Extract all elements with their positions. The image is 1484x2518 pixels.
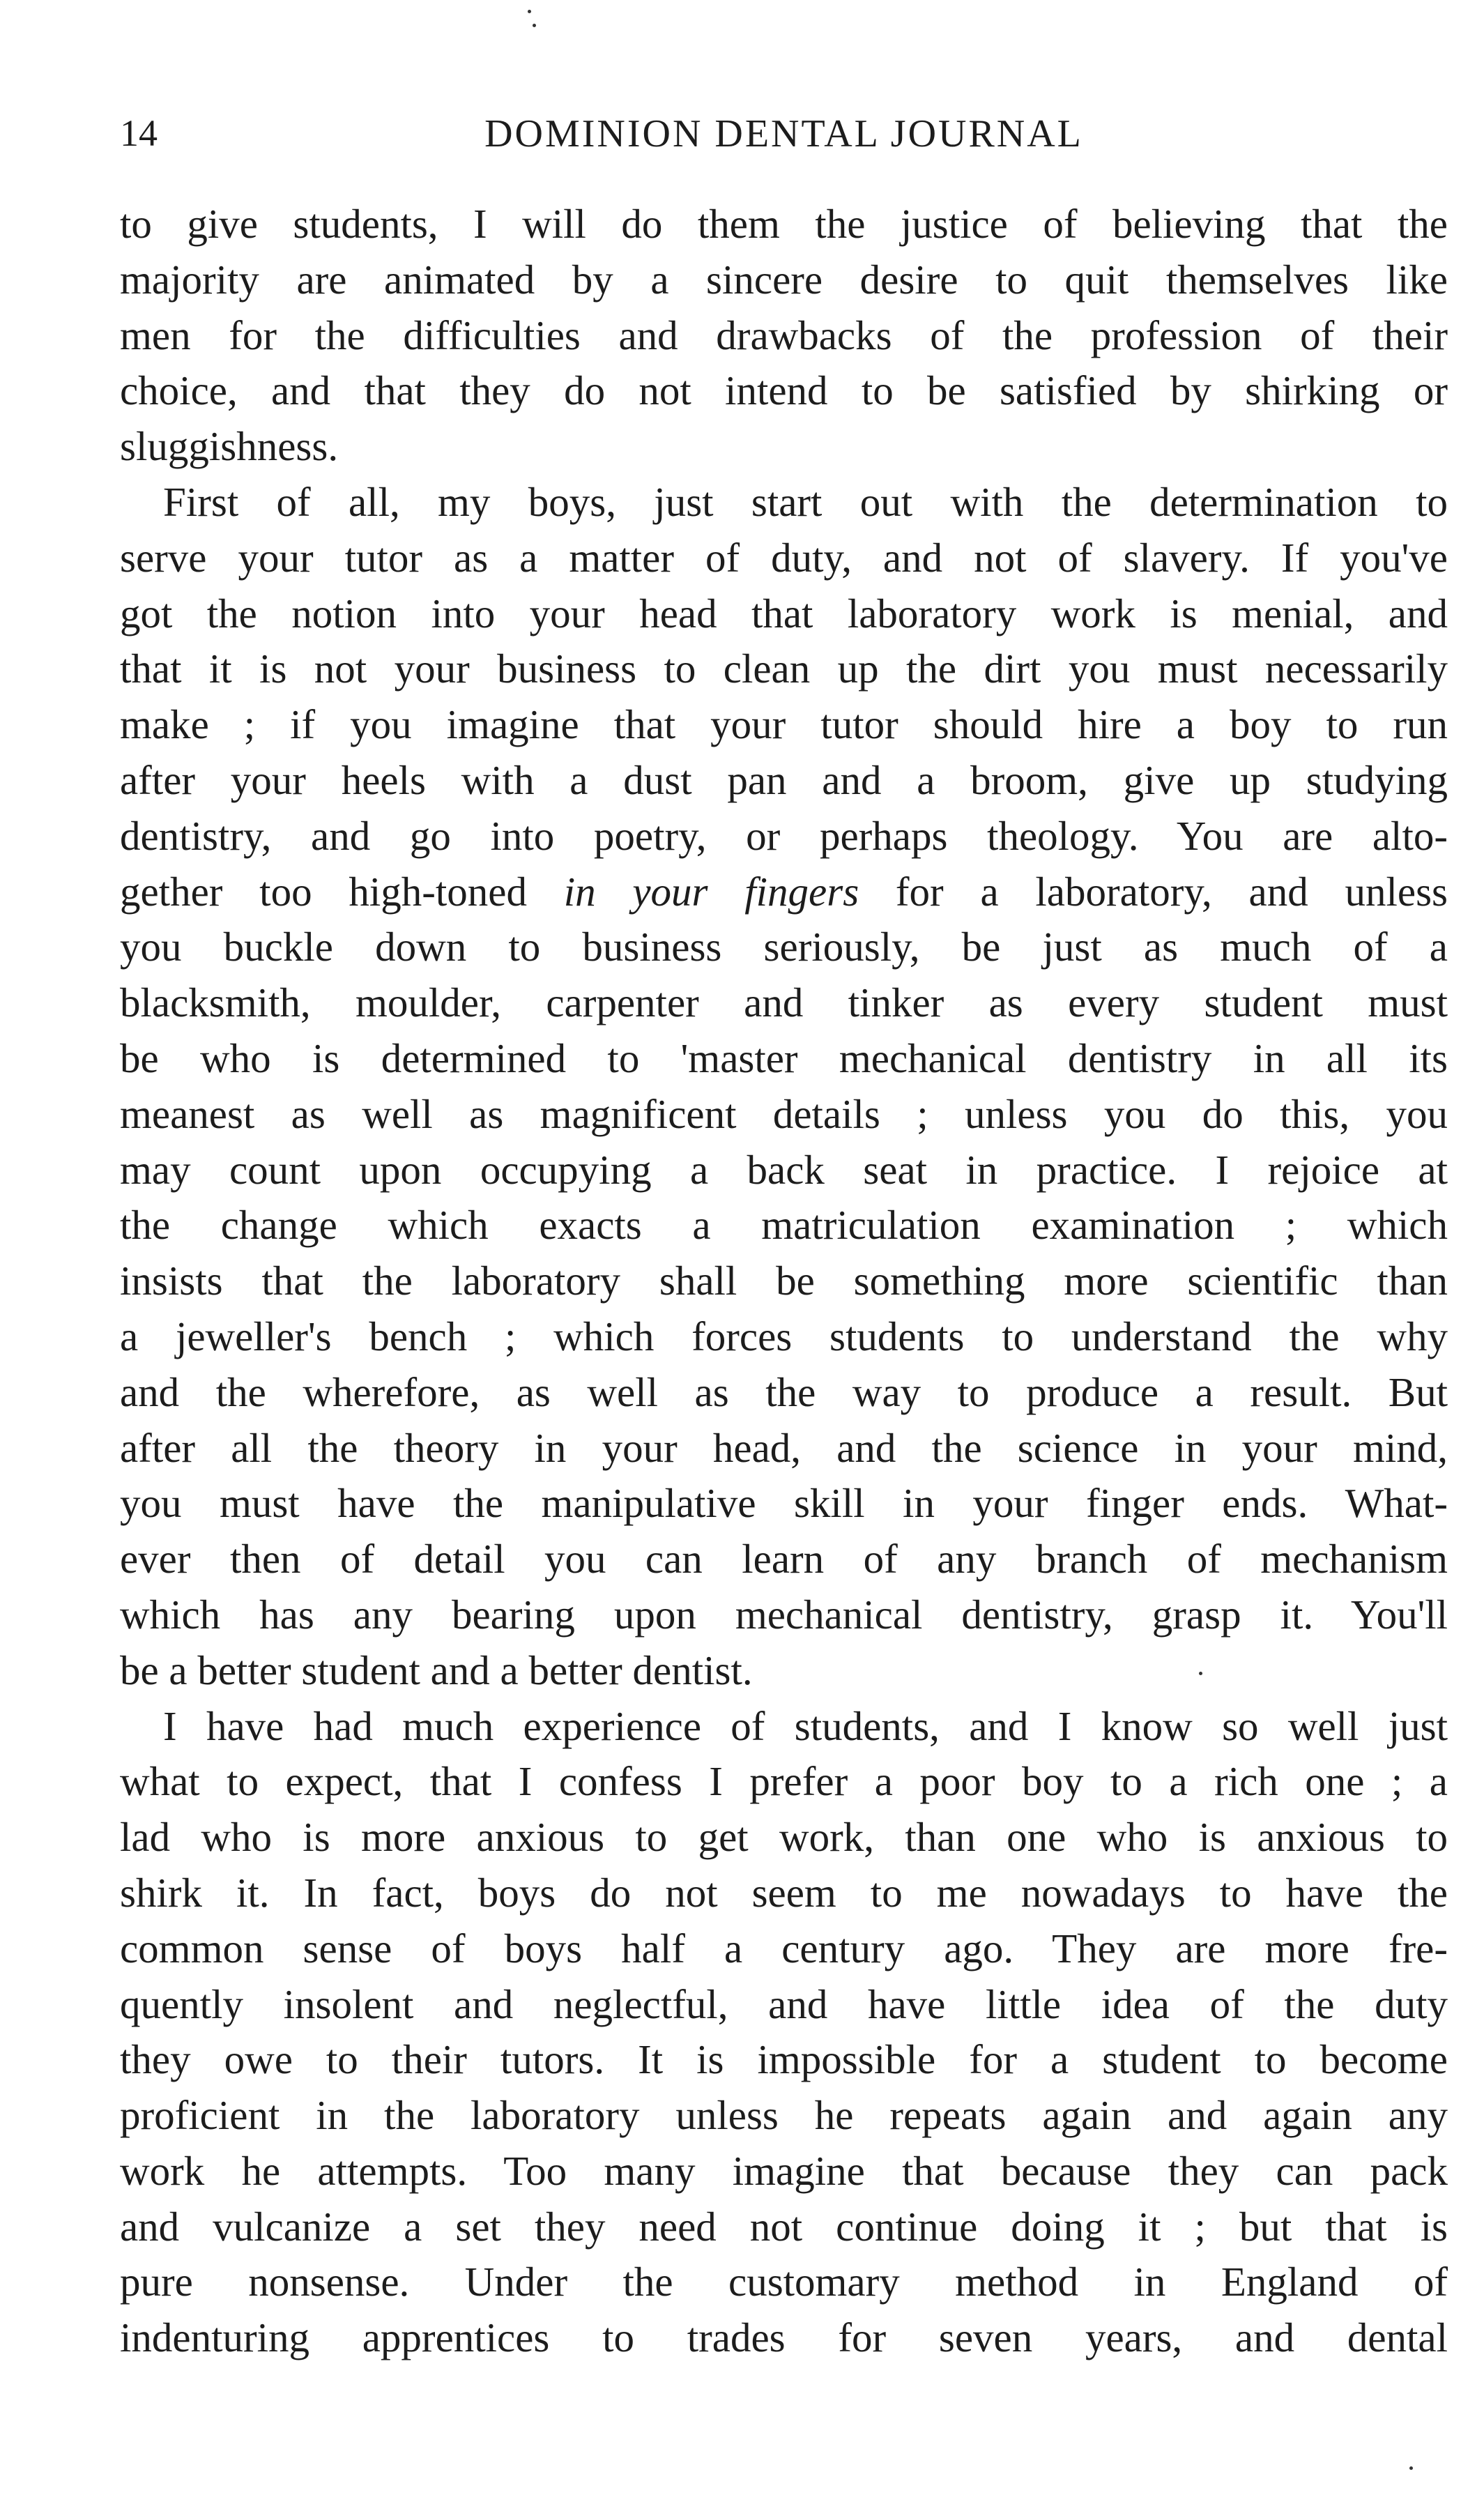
page-number: 14	[120, 112, 158, 154]
text-line: the change which exacts a matriculation examination ; which	[120, 1202, 1448, 1249]
text-line: blacksmith, moulder, carpenter and tinker as every student must	[120, 979, 1448, 1026]
text-line: work he attempts. Too many imagine that because they can pack	[120, 2147, 1448, 2194]
article-body	[120, 197, 1448, 2366]
page-header	[120, 105, 1448, 167]
text-line: and vulcanize a set they need not continue doing it ; but that is	[120, 2203, 1448, 2250]
text-line: make ; if you imagine that your tutor should hire a boy to run	[120, 701, 1448, 748]
text-line: men for the difficulties and drawbacks of the profession of their	[120, 312, 1448, 358]
text-line: indenturing apprentices to trades for seven years, and dental	[120, 2314, 1448, 2361]
text-line: ever then of detail you can learn of any branch of mechanism	[120, 1536, 1448, 1582]
text-line: lad who is more anxious to get work, than one who is anxious to	[120, 1814, 1448, 1861]
text-line: proficient in the laboratory unless he repeats again and again any	[120, 2092, 1448, 2139]
text-line: meanest as well as magnificent details ; unless you do this, you	[120, 1090, 1448, 1137]
text-line: I have had much experience of students, and I know so well just	[163, 1702, 1448, 1749]
line-segment: for a laboratory, and unless	[859, 868, 1448, 915]
running-title: DOMINION DENTAL JOURNAL	[484, 112, 1083, 155]
text-line: serve your tutor as a matter of duty, and not of slavery. If you've	[120, 534, 1448, 581]
text-line: choice, and that they do not intend to be satisfied by shirking or	[120, 367, 1448, 414]
text-line: First of all, my boys, just start out with the determination to	[163, 478, 1448, 525]
text-line: sluggishness.	[120, 423, 339, 470]
text-line: be a better student and a better dentist.	[120, 1647, 753, 1693]
print-speck	[1409, 2466, 1413, 2470]
text-line: which has any bearing upon mechanical dentistry, grasp it. You'll	[120, 1591, 1448, 1638]
text-line: may count upon occupying a back seat in practice. I rejoice at	[120, 1146, 1448, 1193]
text-line-with-emphasis	[120, 864, 1448, 920]
text-line: and the wherefore, as well as the way to produce a result. But	[120, 1368, 1448, 1415]
text-line: quently insolent and neglectful, and have little idea of the duty	[120, 1981, 1448, 2027]
text-line: to give students, I will do them the justice of believing that the	[120, 201, 1448, 247]
line-segment: gether too high-toned	[120, 868, 564, 915]
text-line: that it is not your business to clean up the dirt you must necessarily	[120, 646, 1448, 692]
text-line: common sense of boys half a century ago. They are more fre-	[120, 1925, 1448, 1971]
paragraph-1	[120, 197, 1448, 475]
text-line: they owe to their tutors. It is impossible for a student to become	[120, 2036, 1448, 2083]
text-line: after your heels with a dust pan and a broom, give up studying	[120, 756, 1448, 803]
text-line: after all the theory in your head, and the science in your mind,	[120, 1424, 1448, 1471]
italic-emphasis: in your fingers	[563, 868, 859, 915]
text-line: be who is determined to 'master mechanical dentistry in all its	[120, 1035, 1448, 1081]
paragraph-3	[120, 1699, 1448, 2367]
text-line: got the notion into your head that laboratory work is menial, and	[120, 590, 1448, 636]
paragraph-2	[120, 475, 1448, 1699]
print-speck	[1199, 1672, 1202, 1675]
text-line: you must have the manipulative skill in your finger ends. What-	[120, 1480, 1448, 1527]
text-line: shirk it. In fact, boys do not seem to me nowadays to have the	[120, 1869, 1448, 1916]
print-speck	[528, 10, 531, 13]
text-line: you buckle down to business seriously, be just as much of a	[120, 924, 1448, 970]
print-speck	[533, 24, 536, 27]
text-line: majority are animated by a sincere desire to quit themselves like	[120, 256, 1448, 303]
text-line: a jeweller's bench ; which forces students to understand the why	[120, 1313, 1448, 1359]
text-line: dentistry, and go into poetry, or perhaps theology. You are alto-	[120, 812, 1448, 859]
text-line: insists that the laboratory shall be something more scientific than	[120, 1258, 1448, 1304]
text-line: pure nonsense. Under the customary method in England of	[120, 2259, 1448, 2305]
text-line: what to expect, that I confess I prefer a poor boy to a rich one ; a	[120, 1758, 1448, 1805]
